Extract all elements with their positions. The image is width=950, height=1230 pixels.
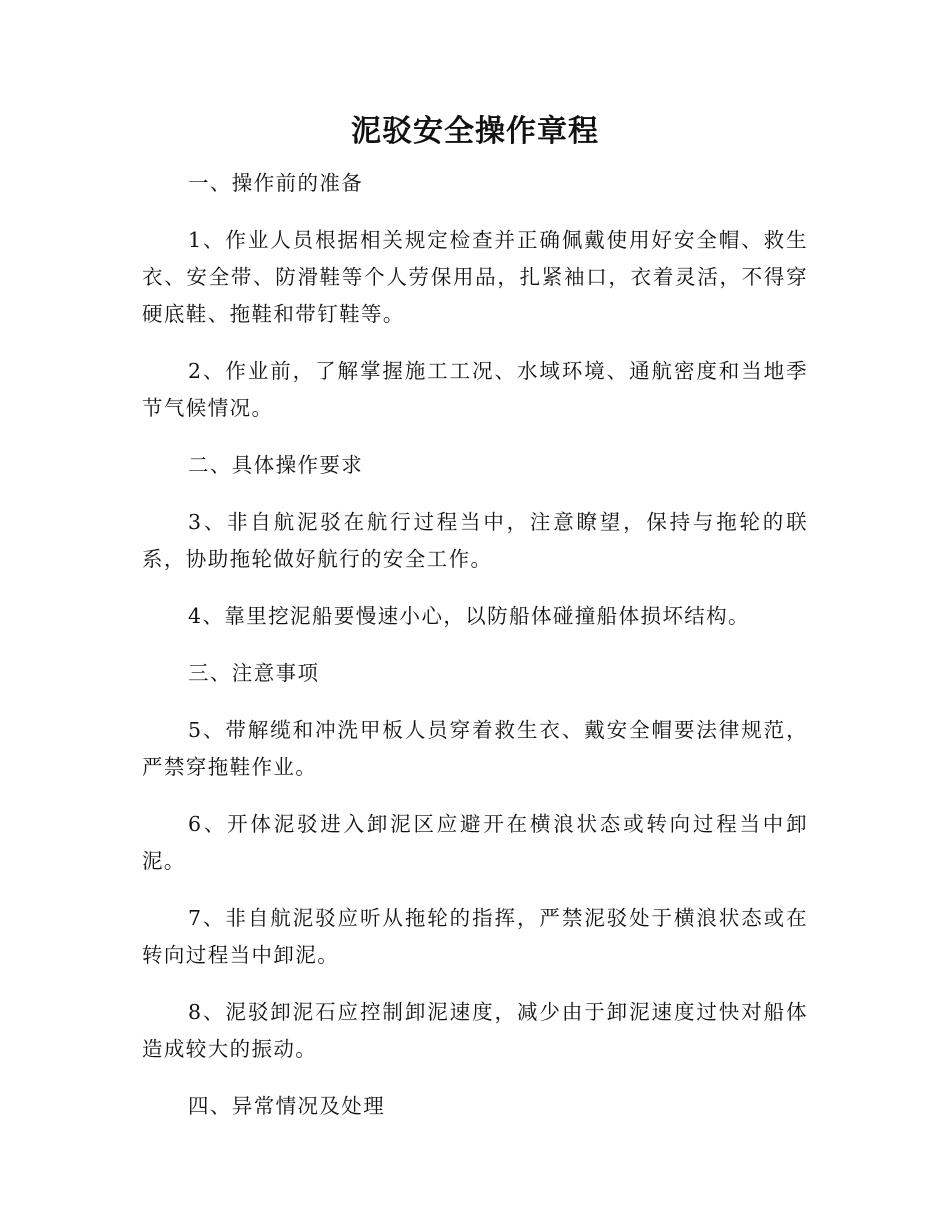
paragraph-2: 2、作业前，了解掌握施工工况、水域环境、通航密度和当地季节气候情况。 — [142, 359, 808, 420]
section-heading-1: 一、操作前的准备 — [188, 171, 364, 195]
paragraph-6: 6、开体泥驳进入卸泥区应避开在横浪状态或转向过程当中卸泥。 — [142, 812, 808, 873]
paragraph-7: 7、非自航泥驳应听从拖轮的指挥，严禁泥驳处于横浪状态或在转向过程当中卸泥。 — [142, 906, 808, 967]
section-heading-4: 四、异常情况及处理 — [188, 1094, 386, 1118]
paragraph-8: 8、泥驳卸泥石应控制卸泥速度，减少由于卸泥速度过快对船体造成较大的振动。 — [142, 1000, 808, 1061]
paragraph-5: 5、带解缆和冲洗甲板人员穿着救生衣、戴安全帽要法律规范，严禁穿拖鞋作业。 — [142, 718, 808, 779]
document-body — [142, 165, 808, 1145]
paragraph-4: 4、靠里挖泥船要慢速小心，以防船体碰撞船体损坏结构。 — [188, 604, 750, 628]
paragraph-1: 1、作业人员根据相关规定检查并正确佩戴使用好安全帽、救生衣、安全带、防滑鞋等个人劳保用品，扎紧袖口，衣着灵活，不得穿硬底鞋、拖鞋和带钉鞋等。 — [142, 228, 808, 326]
section-heading-2: 二、具体操作要求 — [188, 453, 364, 477]
document-title: 泥驳安全操作章程 — [351, 114, 599, 149]
paragraph-3: 3、非自航泥驳在航行过程当中，注意瞭望，保持与拖轮的联系，协助拖轮做好航行的安全工作。 — [142, 510, 808, 571]
section-heading-3: 三、注意事项 — [188, 661, 320, 685]
